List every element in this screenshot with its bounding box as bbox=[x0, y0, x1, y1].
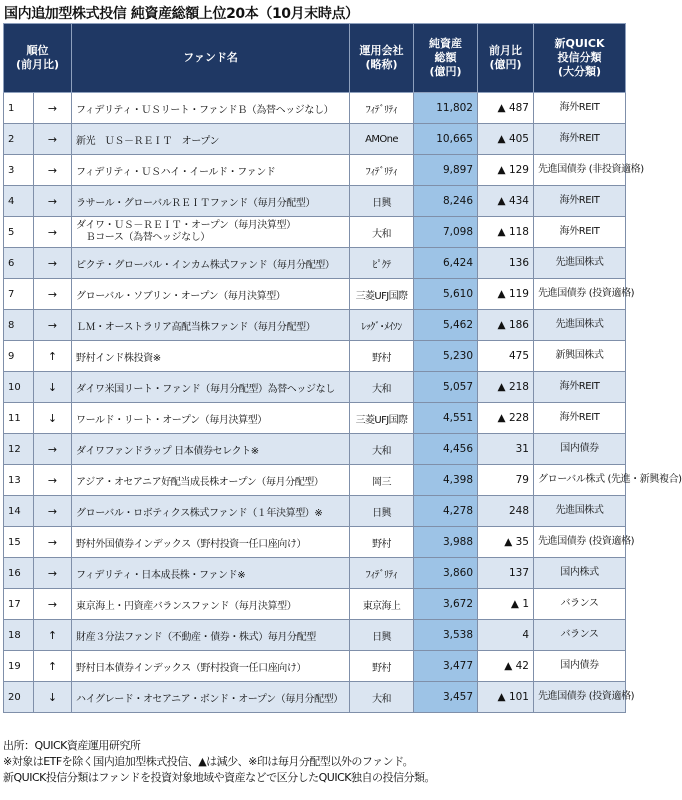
monthly-change-cell: ▲ 487 bbox=[478, 93, 534, 124]
monthly-change-cell: 136 bbox=[478, 248, 534, 279]
monthly-change-cell: ▲ 101 bbox=[478, 682, 534, 713]
category-cell: 国内債券 bbox=[534, 651, 626, 682]
monthly-change-cell: ▲ 405 bbox=[478, 124, 534, 155]
rank-cell: 10 bbox=[4, 372, 34, 403]
aum-cell: 11,802 bbox=[414, 93, 478, 124]
aum-cell: 8,246 bbox=[414, 186, 478, 217]
rank-cell: 14 bbox=[4, 496, 34, 527]
monthly-change-cell: ▲ 42 bbox=[478, 651, 534, 682]
category-cell: 新興国株式 bbox=[534, 341, 626, 372]
footnotes bbox=[3, 738, 627, 786]
rank-change-arrow: ↑ bbox=[34, 341, 72, 372]
monthly-change-cell: ▲ 35 bbox=[478, 527, 534, 558]
rank-change-arrow: → bbox=[34, 310, 72, 341]
rank-change-arrow: ↑ bbox=[34, 620, 72, 651]
monthly-change-cell: ▲ 1 bbox=[478, 589, 534, 620]
aum-cell: 5,230 bbox=[414, 341, 478, 372]
fund-name-cell: ハイグレード・オセアニア・ボンド・オープン（毎月分配型） bbox=[72, 682, 350, 713]
monthly-change-cell: ▲ 434 bbox=[478, 186, 534, 217]
table-row bbox=[4, 434, 626, 465]
ranking-table bbox=[3, 23, 682, 713]
company-cell: AMOne bbox=[350, 124, 414, 155]
rank-change-arrow: ↓ bbox=[34, 682, 72, 713]
header-row bbox=[4, 24, 626, 93]
table-row bbox=[4, 186, 626, 217]
rank-cell: 2 bbox=[4, 124, 34, 155]
company-cell: 三菱UFJ国際 bbox=[350, 403, 414, 434]
rank-change-arrow: → bbox=[34, 217, 72, 248]
fund-name-cell: 新光 ＵＳ－ＲＥＩＴ オープン bbox=[72, 124, 350, 155]
category-cell: 海外REIT bbox=[534, 186, 626, 217]
fund-name-cell: ラサール・グローバルＲＥＩＴファンド（毎月分配型） bbox=[72, 186, 350, 217]
rank-cell: 1 bbox=[4, 93, 34, 124]
category-cell: 先進国株式 bbox=[534, 496, 626, 527]
company-cell: 三菱UFJ国際 bbox=[350, 279, 414, 310]
table-row bbox=[4, 372, 626, 403]
rank-cell: 6 bbox=[4, 248, 34, 279]
fund-name-cell: ＬＭ・オーストラリア高配当株ファンド（毎月分配型） bbox=[72, 310, 350, 341]
company-cell: 野村 bbox=[350, 341, 414, 372]
rank-change-arrow: → bbox=[34, 155, 72, 186]
rank-change-arrow: → bbox=[34, 589, 72, 620]
header-fund: ファンド名 bbox=[72, 24, 350, 93]
note-source: 出所：QUICK資産運用研究所 bbox=[3, 739, 141, 752]
rank-change-arrow: → bbox=[34, 124, 72, 155]
category-cell: 先進国株式 bbox=[534, 310, 626, 341]
rank-change-arrow: ↓ bbox=[34, 372, 72, 403]
category-cell: 先進国債券 (投資適格) bbox=[534, 279, 626, 310]
aum-cell: 3,457 bbox=[414, 682, 478, 713]
header-change: 前月比 (億円) bbox=[478, 24, 534, 93]
table-row bbox=[4, 217, 626, 248]
table-row bbox=[4, 310, 626, 341]
aum-cell: 4,278 bbox=[414, 496, 478, 527]
fund-name-cell: フィデリティ・ＵＳリート・ファンドＢ（為替ヘッジなし） bbox=[72, 93, 350, 124]
fund-name-cell: グローバル・ロボティクス株式ファンド（１年決算型）※ bbox=[72, 496, 350, 527]
rank-cell: 12 bbox=[4, 434, 34, 465]
note-classification: 新QUICK投信分類はファンドを投資対象地域や資産などで区分したQUICK独自の投信分類。 bbox=[3, 771, 435, 784]
rank-change-arrow: → bbox=[34, 434, 72, 465]
rank-cell: 5 bbox=[4, 217, 34, 248]
fund-name-cell: フィデリティ・日本成長株・ファンド※ bbox=[72, 558, 350, 589]
company-cell: ﾚｯｸﾞ･ﾒｲｿﾝ bbox=[350, 310, 414, 341]
table-row bbox=[4, 589, 626, 620]
category-cell: 海外REIT bbox=[534, 124, 626, 155]
monthly-change-cell: 31 bbox=[478, 434, 534, 465]
rank-cell: 8 bbox=[4, 310, 34, 341]
rank-change-arrow: → bbox=[34, 496, 72, 527]
fund-name-cell: 野村インド株投資※ bbox=[72, 341, 350, 372]
rank-cell: 3 bbox=[4, 155, 34, 186]
fund-name-cell: 野村外国債券インデックス（野村投資一任口座向け） bbox=[72, 527, 350, 558]
rank-cell: 9 bbox=[4, 341, 34, 372]
category-cell: 先進国株式 bbox=[534, 248, 626, 279]
company-cell: ﾌｨﾃﾞﾘﾃｨ bbox=[350, 93, 414, 124]
category-cell: 海外REIT bbox=[534, 372, 626, 403]
aum-cell: 3,538 bbox=[414, 620, 478, 651]
table-row bbox=[4, 496, 626, 527]
rank-cell: 20 bbox=[4, 682, 34, 713]
monthly-change-cell: ▲ 218 bbox=[478, 372, 534, 403]
company-cell: 大和 bbox=[350, 372, 414, 403]
category-cell: 海外REIT bbox=[534, 93, 626, 124]
rank-cell: 16 bbox=[4, 558, 34, 589]
fund-name-cell: ダイワ米国リート・ファンド（毎月分配型）為替ヘッジなし bbox=[72, 372, 350, 403]
category-cell: バランス bbox=[534, 589, 626, 620]
fund-name-cell: ワールド・リート・オープン（毎月決算型） bbox=[72, 403, 350, 434]
rank-cell: 18 bbox=[4, 620, 34, 651]
monthly-change-cell: 4 bbox=[478, 620, 534, 651]
rank-change-arrow: → bbox=[34, 186, 72, 217]
rank-cell: 13 bbox=[4, 465, 34, 496]
monthly-change-cell: 475 bbox=[478, 341, 534, 372]
rank-change-arrow: → bbox=[34, 465, 72, 496]
category-cell: バランス bbox=[534, 620, 626, 651]
fund-name-cell: フィデリティ・ＵＳハイ・イールド・ファンド bbox=[72, 155, 350, 186]
fund-name-cell: 財産３分法ファンド（不動産・債券・株式）毎月分配型 bbox=[72, 620, 350, 651]
rank-change-arrow: ↓ bbox=[34, 403, 72, 434]
aum-cell: 3,860 bbox=[414, 558, 478, 589]
aum-cell: 4,456 bbox=[414, 434, 478, 465]
header-company: 運用会社 (略称) bbox=[350, 24, 414, 93]
rank-change-arrow: → bbox=[34, 279, 72, 310]
fund-name-cell: ピクテ・グローバル・インカム株式ファンド（毎月分配型） bbox=[72, 248, 350, 279]
rank-cell: 19 bbox=[4, 651, 34, 682]
table-row bbox=[4, 620, 626, 651]
table-row bbox=[4, 124, 626, 155]
table-row bbox=[4, 465, 626, 496]
aum-cell: 3,672 bbox=[414, 589, 478, 620]
company-cell: ﾌｨﾃﾞﾘﾃｨ bbox=[350, 155, 414, 186]
fund-name-cell: 東京海上・円資産バランスファンド（毎月決算型） bbox=[72, 589, 350, 620]
monthly-change-cell: ▲ 118 bbox=[478, 217, 534, 248]
aum-cell: 4,398 bbox=[414, 465, 478, 496]
table-row bbox=[4, 403, 626, 434]
monthly-change-cell: ▲ 228 bbox=[478, 403, 534, 434]
company-cell: 野村 bbox=[350, 527, 414, 558]
table-row bbox=[4, 248, 626, 279]
rank-change-arrow: → bbox=[34, 93, 72, 124]
table-row bbox=[4, 558, 626, 589]
fund-name-cell: 野村日本債券インデックス（野村投資一任口座向け） bbox=[72, 651, 350, 682]
header-aum: 純資産 総額 (億円) bbox=[414, 24, 478, 93]
company-cell: ﾌｨﾃﾞﾘﾃｨ bbox=[350, 558, 414, 589]
aum-cell: 7,098 bbox=[414, 217, 478, 248]
table-row bbox=[4, 651, 626, 682]
table-row bbox=[4, 682, 626, 713]
fund-name-cell: ダイワファンドラップ 日本債券セレクト※ bbox=[72, 434, 350, 465]
aum-cell: 3,988 bbox=[414, 527, 478, 558]
category-cell: 先進国債券 (投資適格) bbox=[534, 527, 626, 558]
rank-cell: 7 bbox=[4, 279, 34, 310]
fund-name-cell: アジア・オセアニア好配当成長株オープン（毎月分配型） bbox=[72, 465, 350, 496]
category-cell: 先進国債券 (非投資適格) bbox=[534, 155, 626, 186]
monthly-change-cell: ▲ 119 bbox=[478, 279, 534, 310]
monthly-change-cell: 79 bbox=[478, 465, 534, 496]
table-row bbox=[4, 527, 626, 558]
aum-cell: 5,610 bbox=[414, 279, 478, 310]
monthly-change-cell: ▲ 129 bbox=[478, 155, 534, 186]
note-scope: ※対象はETFを除く国内追加型株式投信、▲は減少、※印は毎月分配型以外のファンド。 bbox=[3, 755, 414, 768]
aum-cell: 5,462 bbox=[414, 310, 478, 341]
category-cell: 国内株式 bbox=[534, 558, 626, 589]
rank-change-arrow: ↑ bbox=[34, 651, 72, 682]
company-cell: 日興 bbox=[350, 620, 414, 651]
company-cell: 岡三 bbox=[350, 465, 414, 496]
aum-cell: 9,897 bbox=[414, 155, 478, 186]
fund-name-cell: グローバル・ソブリン・オープン（毎月決算型） bbox=[72, 279, 350, 310]
aum-cell: 5,057 bbox=[414, 372, 478, 403]
aum-cell: 6,424 bbox=[414, 248, 478, 279]
company-cell: 日興 bbox=[350, 186, 414, 217]
rank-cell: 17 bbox=[4, 589, 34, 620]
monthly-change-cell: 137 bbox=[478, 558, 534, 589]
table-row bbox=[4, 279, 626, 310]
category-cell: 海外REIT bbox=[534, 403, 626, 434]
company-cell: 大和 bbox=[350, 217, 414, 248]
company-cell: 野村 bbox=[350, 651, 414, 682]
rank-change-arrow: → bbox=[34, 248, 72, 279]
table-row bbox=[4, 93, 626, 124]
company-cell: 大和 bbox=[350, 682, 414, 713]
category-cell: 先進国債券 (投資適格) bbox=[534, 682, 626, 713]
page-title: 国内追加型株式投信 純資産総額上位20本（10月末時点） bbox=[4, 6, 359, 22]
aum-cell: 10,665 bbox=[414, 124, 478, 155]
table-row bbox=[4, 341, 626, 372]
rank-cell: 15 bbox=[4, 527, 34, 558]
company-cell: 東京海上 bbox=[350, 589, 414, 620]
aum-cell: 3,477 bbox=[414, 651, 478, 682]
category-cell: 国内債券 bbox=[534, 434, 626, 465]
fund-name-cell: ダイワ・ＵＳ－ＲＥＩＴ・オープン（毎月決算型） Ｂコース（為替ヘッジなし） bbox=[72, 217, 350, 248]
rank-cell: 11 bbox=[4, 403, 34, 434]
header-rank: 順位 (前月比) bbox=[4, 24, 72, 93]
category-cell: 海外REIT bbox=[534, 217, 626, 248]
rank-cell: 4 bbox=[4, 186, 34, 217]
category-cell: グローバル株式 (先進・新興複合) bbox=[534, 465, 626, 496]
header-category: 新QUICK 投信分類 (大分類) bbox=[534, 24, 626, 93]
rank-change-arrow: → bbox=[34, 558, 72, 589]
monthly-change-cell: 248 bbox=[478, 496, 534, 527]
aum-cell: 4,551 bbox=[414, 403, 478, 434]
company-cell: ﾋﾟｸﾃ bbox=[350, 248, 414, 279]
rank-change-arrow: → bbox=[34, 527, 72, 558]
company-cell: 大和 bbox=[350, 434, 414, 465]
monthly-change-cell: ▲ 186 bbox=[478, 310, 534, 341]
table-row bbox=[4, 155, 626, 186]
company-cell: 日興 bbox=[350, 496, 414, 527]
